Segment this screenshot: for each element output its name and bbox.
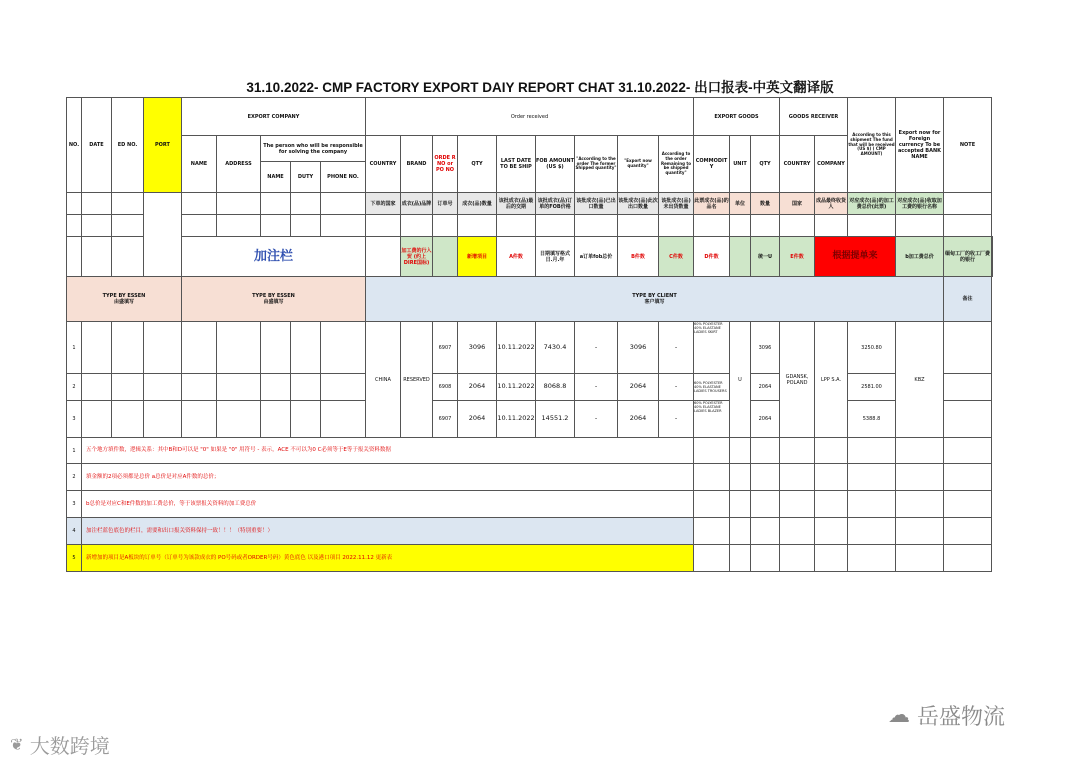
header-date: DATE (82, 98, 112, 193)
annot-remaining: D件数 (694, 237, 730, 277)
annot-last: 日期填写格式 日.月.年 (536, 237, 575, 277)
row-remaining: - (659, 374, 694, 401)
type-remark: 备注 (944, 277, 992, 322)
header-brand: BRAND (401, 136, 433, 193)
cn-fob: 该批成衣(品)订单的FOB价格 (536, 193, 575, 215)
row-shipped: - (575, 401, 618, 438)
type-by-essen-2: TYPE BY ESSEN 由盛填写 (182, 277, 366, 322)
table-row (67, 374, 993, 401)
header-export-company: EXPORT COMPANY (182, 98, 366, 136)
header-remaining-qty: According to the order Remaining to be shipped quantity" (659, 136, 694, 193)
row-now: 2064 (618, 401, 659, 438)
row-remaining: - (659, 322, 694, 374)
row-commodity: 60% POLYESTER 40% ELASTANE LADIES SKIRT (694, 322, 730, 374)
row-last: 10.11.2022 (497, 401, 536, 438)
row-cmp: 5388.8 (848, 401, 896, 438)
type-by-essen-1: TYPE BY ESSEN 由盛填写 (67, 277, 182, 322)
row-no: 2 (67, 374, 82, 401)
header-last-date: LAST DATE TO BE SHIP (497, 136, 536, 193)
row-qty2: 3096 (751, 322, 780, 374)
header-person-duty: DUTY (291, 162, 321, 193)
header-order-no: ORDE R NO or PO NO (433, 136, 458, 193)
note-text: 五个地方填件数，逻辑关系：其中B和D可以是 "0" 如果是 "0" 用符号 - 表示，ACE 不可以为0 C必须等于E等于报关资料数据 (82, 438, 694, 464)
row-cmp: 2581.00 (848, 374, 896, 401)
note-text: 加注栏蓝色底色的栏目，需要和出口报关资料保持一致！！！（特别重要！） (82, 518, 694, 545)
header-qty: QTY (458, 136, 497, 193)
header-address: ADDRESS (217, 136, 261, 193)
row-shipped: - (575, 322, 618, 374)
report-title: 31.10.2022- CMP FACTORY EXPORT DAIY REPORT CHAT 31.10.2022- 出口报表-中英文翻译版 (246, 80, 834, 95)
cn-bank: 对应成衣(品)收取加工费的银行名称 (896, 193, 944, 215)
header-person-phone: PHONE NO. (321, 162, 366, 193)
cn-order: 订单号 (433, 193, 458, 215)
shared-country: CHINA (366, 322, 401, 438)
cn-cmp: 对应成衣(品)的加工费总价(此票) (848, 193, 896, 215)
cn-qty2: 数量 (751, 193, 780, 215)
row-qty2: 2064 (751, 401, 780, 438)
row-shipped: - (575, 374, 618, 401)
cn-commodity: 此票成衣(品)的品名 (694, 193, 730, 215)
annot-receiver: 根据提单来 (815, 237, 896, 277)
header-goods-qty: QTY (751, 136, 780, 193)
note-row (67, 491, 993, 518)
header-note: NOTE (944, 98, 992, 193)
row-qty: 2064 (458, 374, 497, 401)
header-name: NAME (182, 136, 217, 193)
export-report-table (66, 97, 993, 572)
annot-country: 加工费的行入贸 (约上DIRE国标) (401, 237, 433, 277)
row-cmp: 3250.80 (848, 322, 896, 374)
watermark-logo-icon: ❦ (10, 735, 24, 754)
row-remaining: - (659, 401, 694, 438)
header-cmp-amount: According to this shipment The fund that will be received (US $) ( CMP AMOUNT) (848, 98, 896, 193)
header-goods-receiver: GOODS RECEIVER (780, 98, 848, 136)
cn-shipped: 该批成衣(品)已出口数量 (575, 193, 618, 215)
table-row (67, 322, 993, 374)
annot-qty: A件数 (497, 237, 536, 277)
annot-shipped: B件数 (618, 237, 659, 277)
note-no: 4 (67, 518, 82, 545)
cn-brand: 成衣(品)品牌 (401, 193, 433, 215)
note-row (67, 464, 993, 491)
annot-fob: a订单fob总价 (575, 237, 618, 277)
note-text: b总价是对应C和E件数的加工费总价，等于该票报关资料的加工费总价 (82, 491, 694, 518)
watermark-right: ☁ 岳盛物流 (888, 703, 1006, 730)
type-by-client: TYPE BY CLIENT 客户填写 (366, 277, 944, 322)
shared-unit: U (730, 322, 751, 438)
shared-receiver-country: GDANSK, POLAND (780, 322, 815, 438)
annot-cmp: b加工费总价 (896, 237, 944, 277)
annotation-label: 加注栏 (182, 237, 366, 277)
note-text: 新增加的项目是A板块的订单号（订单号为该款成衣的 PO号码或者ORDER号码）黄色底色 以及港口项目 2022.11.12 更新表 (82, 545, 694, 572)
annot-bank: 缅甸工厂的收工厂费的银行 (944, 237, 992, 277)
cn-unit: 单位 (730, 193, 751, 215)
row-last: 10.11.2022 (497, 374, 536, 401)
header-export-now-qty: "Export now quantity" (618, 136, 659, 193)
header-person-name: NAME (261, 162, 291, 193)
note-no: 2 (67, 464, 82, 491)
row-commodity: 60% POLYESTER 40% ELASTANE LADIES TROUSERS (694, 374, 730, 401)
cn-receiver-country: 国家 (780, 193, 815, 215)
header-bank: Export now for Foreign currency To be accepted BANK NAME (896, 98, 944, 193)
row-no: 1 (67, 322, 82, 374)
row-qty2: 2064 (751, 374, 780, 401)
annot-now: C件数 (659, 237, 694, 277)
header-export-goods: EXPORT GOODS (694, 98, 780, 136)
row-order: 6908 (433, 374, 458, 401)
annot-qty2: E件数 (780, 237, 815, 277)
note-row (67, 518, 993, 545)
note-no: 1 (67, 438, 82, 464)
header-ed-no: ED NO. (112, 98, 144, 193)
row-no: 3 (67, 401, 82, 438)
row-fob: 7430.4 (536, 322, 575, 374)
header-no: NO. (67, 98, 82, 193)
note-no: 3 (67, 491, 82, 518)
note-row (67, 438, 993, 464)
row-qty: 3096 (458, 322, 497, 374)
row-fob: 14551.2 (536, 401, 575, 438)
cn-remaining: 该批成衣(品)未出货数量 (659, 193, 694, 215)
cn-now: 该批成衣(品)此次出口数量 (618, 193, 659, 215)
shared-bank: KBZ (896, 322, 944, 438)
cn-receiver-company: 成品最终收货人 (815, 193, 848, 215)
row-now: 2064 (618, 374, 659, 401)
annot-unit: 统一U (751, 237, 780, 277)
header-fob: FOB AMOUNT (US $) (536, 136, 575, 193)
cn-qty: 成衣(品)数量 (458, 193, 497, 215)
note-text: 填金额的2项必须都是总价 a总价是对应A件数的总价； (82, 464, 694, 491)
note-row (67, 545, 993, 572)
header-receiver-country: COUNTRY (780, 136, 815, 193)
row-order: 6907 (433, 401, 458, 438)
row-fob: 8068.8 (536, 374, 575, 401)
header-commodity: COMMODITY (694, 136, 730, 193)
cn-country: 下单的国家 (366, 193, 401, 215)
row-qty: 2064 (458, 401, 497, 438)
row-last: 10.11.2022 (497, 322, 536, 374)
row-commodity: 60% POLYESTER 40% ELASTANE LADIES BLAZER (694, 401, 730, 438)
row-now: 3096 (618, 322, 659, 374)
table-row (67, 401, 993, 438)
wechat-icon: ☁ (888, 703, 910, 728)
header-order-received: Order received (366, 98, 694, 136)
cn-last: 该批成衣(品)最后的交期 (497, 193, 536, 215)
shared-receiver-company: LPP S.A. (815, 322, 848, 438)
watermark-left: ❦ 大数跨境 (10, 734, 110, 758)
header-unit: UNIT (730, 136, 751, 193)
row-order: 6907 (433, 322, 458, 374)
header-port: PORT (144, 98, 182, 193)
header-receiver-company: COMPANY (815, 136, 848, 193)
shared-brand: RESERVED (401, 322, 433, 438)
header-shipped-qty: "According to the order The former Shipped quantity" (575, 136, 618, 193)
note-no: 5 (67, 545, 82, 572)
annot-order: 新增项目 (458, 237, 497, 277)
header-person-responsible: The person who will be responsible for solving the company (261, 136, 366, 162)
header-country: COUNTRY (366, 136, 401, 193)
